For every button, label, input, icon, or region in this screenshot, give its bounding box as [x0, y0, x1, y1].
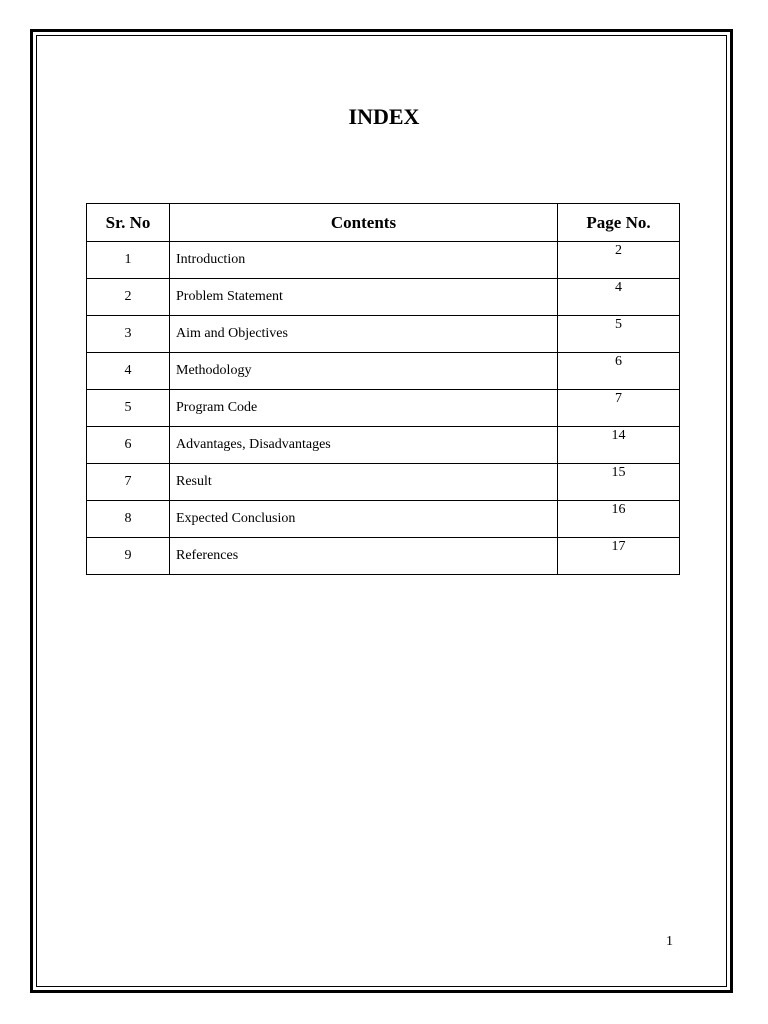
table-row	[87, 390, 680, 427]
sr-cell: 6	[87, 427, 170, 464]
index-table	[86, 203, 680, 575]
sr-cell: 2	[87, 279, 170, 316]
table-row	[87, 242, 680, 279]
content-cell: Expected Conclusion	[170, 501, 558, 538]
page-cell: 15	[558, 464, 680, 501]
table-header-row	[87, 204, 680, 242]
page-cell: 7	[558, 390, 680, 427]
content-cell: Methodology	[170, 353, 558, 390]
content-cell: Introduction	[170, 242, 558, 279]
content-cell: Problem Statement	[170, 279, 558, 316]
page-cell: 2	[558, 242, 680, 279]
header-contents: Contents	[170, 204, 558, 242]
table-row	[87, 538, 680, 575]
page-cell: 16	[558, 501, 680, 538]
sr-cell: 5	[87, 390, 170, 427]
page-cell: 14	[558, 427, 680, 464]
sr-cell: 4	[87, 353, 170, 390]
page-cell: 6	[558, 353, 680, 390]
content-cell: Program Code	[170, 390, 558, 427]
sr-cell: 8	[87, 501, 170, 538]
sr-cell: 7	[87, 464, 170, 501]
table-row	[87, 279, 680, 316]
table-row	[87, 427, 680, 464]
sr-cell: 9	[87, 538, 170, 575]
page-title: INDEX	[348, 104, 420, 129]
sr-cell: 3	[87, 316, 170, 353]
table-row	[87, 353, 680, 390]
table-row	[87, 501, 680, 538]
content-cell: Aim and Objectives	[170, 316, 558, 353]
table-row	[87, 316, 680, 353]
sr-cell: 1	[87, 242, 170, 279]
page-cell: 5	[558, 316, 680, 353]
content-cell: Result	[170, 464, 558, 501]
content-cell: Advantages, Disadvantages	[170, 427, 558, 464]
header-sr-no: Sr. No	[87, 204, 170, 242]
table-row	[87, 464, 680, 501]
page-number: 1	[666, 934, 673, 949]
header-page-no: Page No.	[558, 204, 680, 242]
page-cell: 17	[558, 538, 680, 575]
content-cell: References	[170, 538, 558, 575]
page-cell: 4	[558, 279, 680, 316]
